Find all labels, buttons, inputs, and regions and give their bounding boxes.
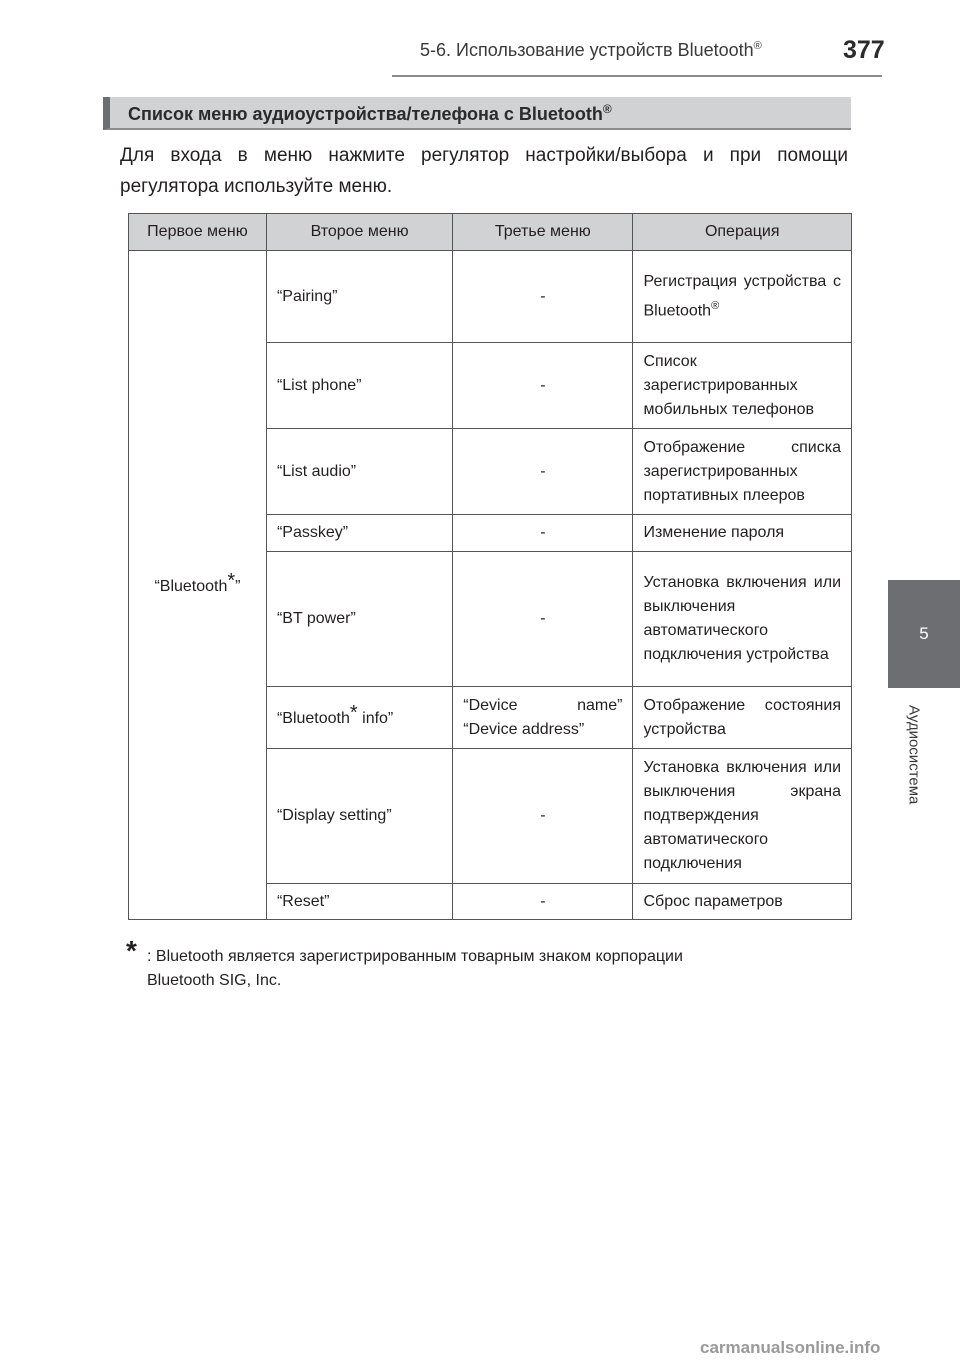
operation-cell: Список зарегистрированных мобильных телефонов (633, 343, 852, 429)
third-menu-device-info: “Device name” “Device address” (453, 687, 633, 749)
second-menu-passkey: “Passkey” (266, 515, 452, 552)
footnote-line-1: : Bluetooth является зарегистрированным товарным знаком корпорации (147, 948, 683, 965)
second-menu-display-setting: “Display setting” (266, 749, 452, 884)
section-title: Список меню аудиоустройства/телефона с Bluetooth® (128, 102, 612, 124)
table-row (129, 251, 852, 343)
menu-table (128, 213, 852, 920)
third-menu-cell: - (453, 884, 633, 920)
second-menu-bt-power: “BT power” (266, 552, 452, 687)
footnote (126, 935, 848, 993)
operation-cell: Установка включения или выключения экрана подтверждения автоматического подключения (633, 749, 852, 884)
first-menu-bluetooth: “Bluetooth*” (129, 251, 267, 920)
header-rule (392, 75, 882, 77)
header-second-menu: Второе меню (266, 214, 452, 251)
third-menu-cell: - (453, 515, 633, 552)
third-menu-cell: - (453, 552, 633, 687)
section-heading-bar (103, 97, 851, 130)
operation-cell: Сброс параметров (633, 884, 852, 920)
footnote-asterisk: * (126, 935, 137, 966)
table-header-row (129, 214, 852, 251)
watermark-link[interactable]: carmanualsonline.info (700, 1338, 881, 1357)
third-menu-cell: - (453, 429, 633, 515)
third-menu-cell: - (453, 343, 633, 429)
chapter-tab: 5 (888, 580, 960, 688)
operation-cell: Изменение пароля (633, 515, 852, 552)
second-menu-pairing: “Pairing” (266, 251, 452, 343)
header-operation: Операция (633, 214, 852, 251)
running-header: 5-6. Использование устройств Bluetooth® (420, 40, 762, 60)
operation-cell: Регистрация устройства с Bluetooth® (633, 251, 852, 343)
intro-paragraph: Для входа в меню нажмите регулятор настройки/выбора и при помощи регулятора используйте меню. (120, 145, 848, 197)
operation-cell: Установка включения или выключения автоматического подключения устройства (633, 552, 852, 687)
second-menu-reset: “Reset” (266, 884, 452, 920)
page-number: 377 (843, 36, 885, 64)
second-menu-list-phone: “List phone” (266, 343, 452, 429)
header-first-menu: Первое меню (129, 214, 267, 251)
second-menu-bluetooth-info: “Bluetooth* info” (266, 687, 452, 749)
footnote-line-2: Bluetooth SIG, Inc. (147, 972, 282, 989)
operation-cell: Отображение списка зарегистрированных портативных плееров (633, 429, 852, 515)
header-third-menu: Третье меню (453, 214, 633, 251)
chapter-label: Аудиосистема (905, 705, 923, 805)
second-menu-list-audio: “List audio” (266, 429, 452, 515)
third-menu-cell: - (453, 251, 633, 343)
operation-cell: Отображение состояния устройства (633, 687, 852, 749)
third-menu-cell: - (453, 749, 633, 884)
